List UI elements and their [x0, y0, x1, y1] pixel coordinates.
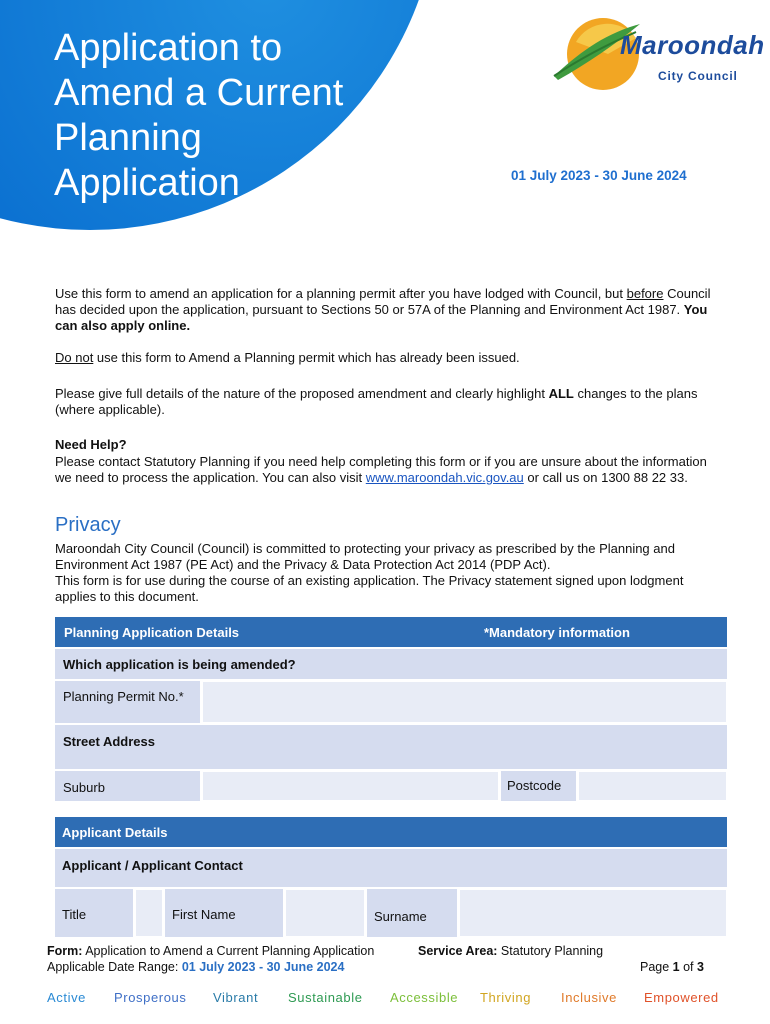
value-word: Empowered: [644, 990, 719, 1005]
value-word: Inclusive: [561, 990, 617, 1005]
section-header: Planning Application Details *Mandatory information: [55, 617, 727, 647]
surname-input[interactable]: [459, 889, 727, 937]
warning-paragraph: Do not use this form to Amend a Planning permit which has already been issued.: [55, 350, 520, 365]
value-word: Accessible: [390, 990, 459, 1005]
suburb-label: Suburb: [55, 771, 200, 801]
first-name-input[interactable]: [285, 889, 365, 937]
title-line: Planning: [54, 117, 202, 159]
value-word: Sustainable: [288, 990, 363, 1005]
postcode-input[interactable]: [578, 771, 727, 801]
page-number: Page 1 of 3: [640, 960, 704, 974]
privacy-heading: Privacy: [55, 514, 121, 536]
logo-subtitle: City Council: [658, 69, 738, 83]
value-word: Prosperous: [114, 990, 187, 1005]
title-line: Amend a Current: [54, 72, 344, 114]
title-label: Title: [55, 889, 133, 937]
footer-date-range: Applicable Date Range: 01 July 2023 - 30 June 2024: [47, 960, 345, 974]
applicant-section-header: Applicant Details: [55, 817, 727, 847]
page-title: [54, 26, 384, 206]
help-heading: Need Help?: [55, 437, 127, 452]
logo-name: Maroondah: [620, 30, 765, 60]
which-application-row: Which application is being amended?: [55, 649, 727, 679]
help-paragraph: Please contact Statutory Planning if you need help completing this form or if you are unsure about the information we need to process the application. You can also visit www.maroondah.vic.gov.au or call us on 1300 88 22 33.: [55, 454, 707, 485]
intro-paragraph: Use this form to amend an application for a planning permit after you have lodged with Council, but before Council has decided upon the application, pursuant to Sections 50 or 57A of the Planning and Environment Act 1987. You can also apply online.: [55, 286, 711, 333]
permit-no-input[interactable]: [202, 681, 727, 723]
suburb-input[interactable]: [202, 771, 499, 801]
website-link[interactable]: www.maroondah.vic.gov.au: [365, 470, 524, 485]
privacy-text: Maroondah City Council (Council) is committed to protecting your privacy as prescribed by the Planning and Environment Act 1987 (PE Act) and the Privacy & Data Protection Act 2014 (PDP Act). This form is for use during the course of an existing application. The Privacy statement signed upon lodgment applies to this document.: [55, 541, 684, 604]
title-line: Application: [54, 162, 240, 204]
details-paragraph: Please give full details of the nature of the proposed amendment and clearly highlight ALL changes to the plans (where applicable).: [55, 386, 698, 417]
mandatory-note: *Mandatory information: [484, 625, 630, 640]
planning-application-form: [55, 617, 727, 802]
value-word: Active: [47, 990, 87, 1005]
title-line: Application to: [54, 27, 283, 69]
street-address-input[interactable]: Street Address: [55, 725, 727, 769]
permit-no-label: Planning Permit No.*: [55, 681, 200, 723]
value-word: Thriving: [480, 990, 532, 1005]
date-range: 01 July 2023 - 30 June 2024: [511, 168, 687, 183]
applicant-details-form: [55, 817, 727, 937]
footer-form-name: Form: Application to Amend a Current Planning Application: [47, 944, 375, 958]
title-input[interactable]: [135, 889, 163, 937]
value-word: Vibrant: [213, 990, 259, 1005]
footer-service-area: Service Area: Statutory Planning: [418, 944, 604, 958]
council-values: [47, 990, 727, 1008]
surname-label: Surname: [367, 889, 457, 937]
first-name-label: First Name: [165, 889, 283, 937]
postcode-label: Postcode: [501, 771, 576, 801]
applicant-contact-row: Applicant / Applicant Contact: [55, 849, 727, 887]
